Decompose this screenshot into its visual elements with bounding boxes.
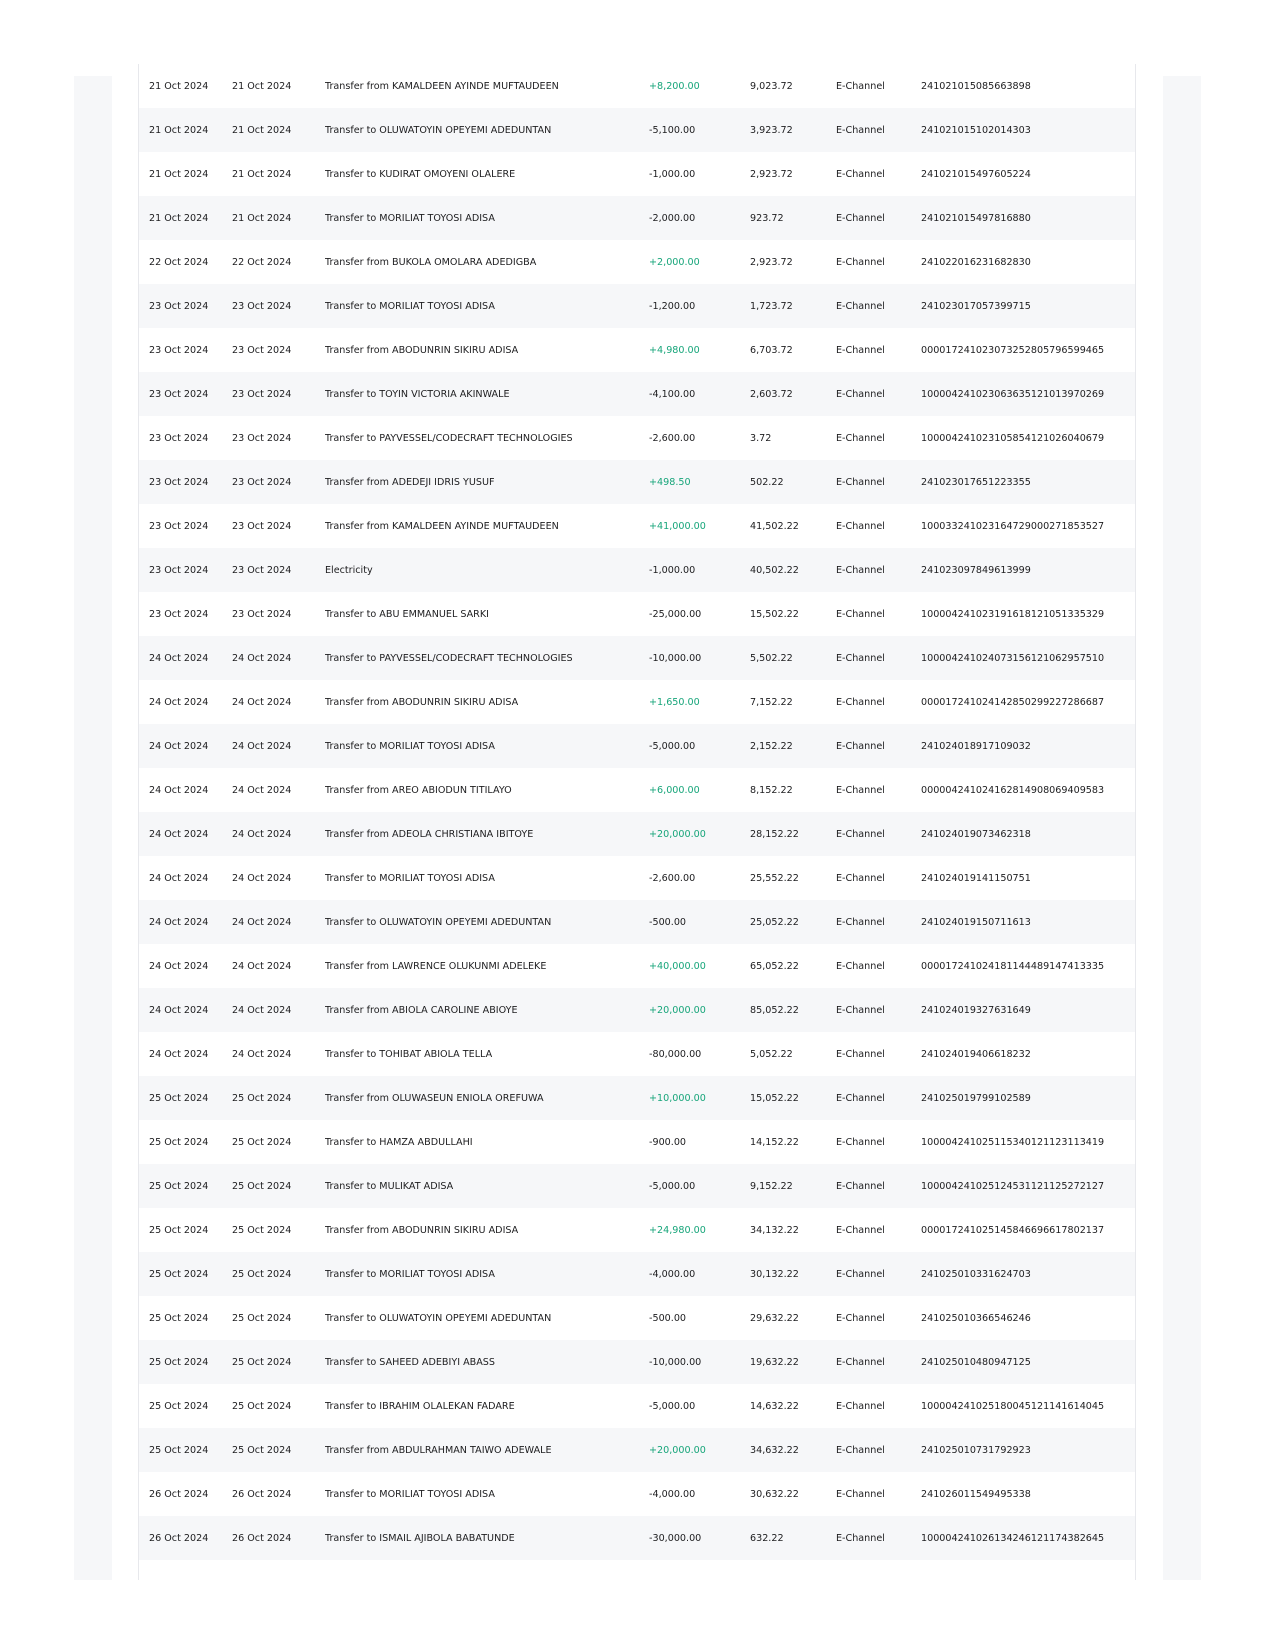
trans-date-cell: 23 Oct 2024 [139,548,232,592]
channel-cell: E-Channel [836,108,921,152]
channel-cell: E-Channel [836,256,885,268]
amount-cell: -5,100.00 [649,108,750,152]
channel-cell: E-Channel [836,608,885,620]
reference-cell: 241021015102014303 [921,108,1135,152]
balance-cell: 30,132.22 [750,1252,836,1296]
trans-date-cell: 24 Oct 2024 [149,872,209,884]
amount-cell: -80,000.00 [649,1048,702,1060]
table-row [139,196,1135,240]
description-cell: Transfer from ABODUNRIN SIKIRU ADISA [325,696,519,708]
balance-cell: 85,052.22 [750,988,836,1032]
value-date-cell: 24 Oct 2024 [232,1048,292,1060]
value-date-cell: 21 Oct 2024 [232,168,292,180]
balance-cell: 2,923.72 [750,256,793,268]
amount-cell: +40,000.00 [649,960,706,972]
trans-date-cell: 25 Oct 2024 [149,1224,209,1236]
balance-cell: 8,152.22 [750,784,793,796]
channel-cell: E-Channel [836,460,921,504]
table-row [139,1340,1135,1384]
description-cell: Transfer to MORILIAT TOYOSI ADISA [325,196,649,240]
reference-cell: 100004241025180045121141614045 [921,1400,1105,1412]
channel-cell: E-Channel [836,1516,921,1560]
description-cell: Transfer from KAMALDEEN AYINDE MUFTAUDEEN [325,520,559,532]
table-row [139,284,1135,328]
trans-date-cell: 24 Oct 2024 [139,812,232,856]
description-cell: Transfer from AREO ABIODUN TITILAYO [325,784,512,796]
trans-date-cell: 21 Oct 2024 [149,168,209,180]
table-row [139,108,1135,152]
reference-cell: 000017241023073252805796599465 [921,344,1105,356]
amount-cell: -500.00 [649,900,750,944]
amount-cell: +41,000.00 [649,520,706,532]
table-row [139,768,1135,812]
table-row [139,1208,1135,1252]
amount-cell: -900.00 [649,1136,687,1148]
description-cell: Transfer to TOYIN VICTORIA AKINWALE [325,372,649,416]
value-date-cell: 26 Oct 2024 [232,1516,325,1560]
trans-date-cell: 22 Oct 2024 [149,256,209,268]
value-date-cell: 23 Oct 2024 [232,344,292,356]
reference-cell: 241021015497816880 [921,196,1135,240]
description-cell: Transfer to OLUWATOYIN OPEYEMI ADEDUNTAN [325,108,649,152]
trans-date-cell: 24 Oct 2024 [139,988,232,1032]
reference-cell: 000017241024142850299227286687 [921,696,1105,708]
table-row [139,152,1135,196]
amount-cell: +24,980.00 [649,1224,706,1236]
reference-cell: 241024019141150751 [921,872,1031,884]
balance-cell: 3.72 [750,432,772,444]
channel-cell: E-Channel [836,168,885,180]
amount-cell: -5,000.00 [649,724,750,768]
value-date-cell: 21 Oct 2024 [232,196,325,240]
value-date-cell: 25 Oct 2024 [232,1136,292,1148]
value-date-cell: 24 Oct 2024 [232,960,292,972]
table-row [139,460,1135,504]
trans-date-cell: 23 Oct 2024 [139,460,232,504]
value-date-cell: 25 Oct 2024 [232,1428,325,1472]
trans-date-cell: 25 Oct 2024 [149,1136,209,1148]
description-cell: Transfer to TOHIBAT ABIOLA TELLA [325,1048,493,1060]
table-row [139,812,1135,856]
description-cell: Transfer to OLUWATOYIN OPEYEMI ADEDUNTAN [325,900,649,944]
reference-cell: 241025010366546246 [921,1312,1031,1324]
description-cell: Transfer to MORILIAT TOYOSI ADISA [325,1488,495,1500]
trans-date-cell: 21 Oct 2024 [139,108,232,152]
value-date-cell: 23 Oct 2024 [232,608,292,620]
reference-cell: 000017241025145846696617802137 [921,1224,1105,1236]
amount-cell: -4,000.00 [649,1252,750,1296]
value-date-cell: 24 Oct 2024 [232,812,325,856]
reference-cell: 241021015085663898 [921,80,1031,92]
description-cell: Transfer to OLUWATOYIN OPEYEMI ADEDUNTAN [325,1312,552,1324]
balance-cell: 9,152.22 [750,1164,836,1208]
value-date-cell: 23 Oct 2024 [232,432,292,444]
reference-cell: 241024018917109032 [921,724,1135,768]
table-row [139,1472,1135,1516]
channel-cell: E-Channel [836,1076,921,1120]
channel-cell: E-Channel [836,872,885,884]
description-cell: Transfer to MORILIAT TOYOSI ADISA [325,1252,649,1296]
trans-date-cell: 25 Oct 2024 [139,1164,232,1208]
value-date-cell: 23 Oct 2024 [232,372,325,416]
table-row [139,1428,1135,1472]
trans-date-cell: 23 Oct 2024 [149,608,209,620]
trans-date-cell: 23 Oct 2024 [139,372,232,416]
value-date-cell: 26 Oct 2024 [232,1488,292,1500]
balance-cell: 30,632.22 [750,1488,799,1500]
table-row [139,1252,1135,1296]
balance-cell: 65,052.22 [750,960,799,972]
table-row [139,1032,1135,1076]
amount-cell: -25,000.00 [649,608,702,620]
reference-cell: 241024019150711613 [921,900,1135,944]
trans-date-cell: 25 Oct 2024 [149,1312,209,1324]
table-row [139,1384,1135,1428]
channel-cell: E-Channel [836,724,921,768]
trans-date-cell: 24 Oct 2024 [149,960,209,972]
table-row [139,636,1135,680]
channel-cell: E-Channel [836,960,885,972]
balance-cell: 14,152.22 [750,1136,799,1148]
table-row [139,64,1135,108]
table-row [139,680,1135,724]
reference-cell: 241025010731792923 [921,1428,1135,1472]
amount-cell: +20,000.00 [649,812,750,856]
channel-cell: E-Channel [836,1340,921,1384]
balance-cell: 6,703.72 [750,344,793,356]
balance-cell: 5,052.22 [750,1048,793,1060]
channel-cell: E-Channel [836,900,921,944]
trans-date-cell: 25 Oct 2024 [139,1076,232,1120]
description-cell: Transfer from KAMALDEEN AYINDE MUFTAUDEEN [325,80,559,92]
balance-cell: 29,632.22 [750,1312,799,1324]
balance-cell: 34,632.22 [750,1428,836,1472]
value-date-cell: 25 Oct 2024 [232,1340,325,1384]
table-row [139,328,1135,372]
reference-cell: 241023017651223355 [921,460,1135,504]
channel-cell: E-Channel [836,696,885,708]
value-date-cell: 23 Oct 2024 [232,548,325,592]
transactions-body [139,64,1135,1560]
channel-cell: E-Channel [836,432,885,444]
reference-cell: 000004241024162814908069409583 [921,784,1105,796]
channel-cell: E-Channel [836,636,921,680]
value-date-cell: 25 Oct 2024 [232,1252,325,1296]
table-row [139,592,1135,636]
value-date-cell: 21 Oct 2024 [232,80,292,92]
trans-date-cell: 26 Oct 2024 [149,1488,209,1500]
description-cell: Transfer from ABDULRAHMAN TAIWO ADEWALE [325,1428,649,1472]
value-date-cell: 23 Oct 2024 [232,460,325,504]
amount-cell: +2,000.00 [649,256,700,268]
reference-cell: 241022016231682830 [921,256,1031,268]
trans-date-cell: 24 Oct 2024 [149,696,209,708]
channel-cell: E-Channel [836,784,885,796]
balance-cell: 15,502.22 [750,608,799,620]
amount-cell: -10,000.00 [649,1340,750,1384]
reference-cell: 241025010331624703 [921,1252,1135,1296]
amount-cell: -10,000.00 [649,636,750,680]
amount-cell: +10,000.00 [649,1076,750,1120]
trans-date-cell: 21 Oct 2024 [149,80,209,92]
balance-cell: 34,132.22 [750,1224,799,1236]
description-cell: Transfer from ADEDEJI IDRIS YUSUF [325,460,649,504]
value-date-cell: 25 Oct 2024 [232,1076,325,1120]
table-row [139,1076,1135,1120]
transactions-table [139,64,1135,1560]
channel-cell: E-Channel [836,1312,885,1324]
trans-date-cell: 26 Oct 2024 [139,1516,232,1560]
table-row [139,944,1135,988]
amount-cell: -1,000.00 [649,548,750,592]
value-date-cell: 24 Oct 2024 [232,872,292,884]
amount-cell: -2,600.00 [649,432,696,444]
reference-cell: 241026011549495338 [921,1488,1031,1500]
balance-cell: 1,723.72 [750,284,836,328]
amount-cell: -30,000.00 [649,1516,750,1560]
balance-cell: 15,052.22 [750,1076,836,1120]
description-cell: Transfer to SAHEED ADEBIYI ABASS [325,1340,649,1384]
trans-date-cell: 24 Oct 2024 [149,784,209,796]
table-row [139,900,1135,944]
table-row [139,1164,1135,1208]
description-cell: Transfer to ABU EMMANUEL SARKI [325,608,489,620]
balance-cell: 2,603.72 [750,372,836,416]
reference-cell: 241021015497605224 [921,168,1031,180]
value-date-cell: 22 Oct 2024 [232,256,292,268]
description-cell: Transfer from OLUWASEUN ENIOLA OREFUWA [325,1076,649,1120]
reference-cell: 100004241025124531121125272127 [921,1164,1135,1208]
balance-cell: 9,023.72 [750,80,793,92]
description-cell: Transfer to PAYVESSEL/CODECRAFT TECHNOLOGIES [325,432,573,444]
channel-cell: E-Channel [836,812,921,856]
reference-cell: 241024019406618232 [921,1048,1031,1060]
description-cell: Transfer to MORILIAT TOYOSI ADISA [325,724,649,768]
trans-date-cell: 23 Oct 2024 [149,344,209,356]
amount-cell: -5,000.00 [649,1164,750,1208]
reference-cell: 241025010480947125 [921,1340,1135,1384]
channel-cell: E-Channel [836,284,921,328]
trans-date-cell: 23 Oct 2024 [149,520,209,532]
trans-date-cell: 25 Oct 2024 [139,1428,232,1472]
value-date-cell: 25 Oct 2024 [232,1224,292,1236]
description-cell: Transfer to IBRAHIM OLALEKAN FADARE [325,1400,515,1412]
value-date-cell: 21 Oct 2024 [232,108,325,152]
channel-cell: E-Channel [836,548,921,592]
balance-cell: 632.22 [750,1516,836,1560]
description-cell: Transfer to MORILIAT TOYOSI ADISA [325,284,649,328]
amount-cell: -2,600.00 [649,872,696,884]
trans-date-cell: 24 Oct 2024 [149,1048,209,1060]
statement-card [138,64,1136,1580]
value-date-cell: 25 Oct 2024 [232,1312,292,1324]
amount-cell: +1,650.00 [649,696,700,708]
description-cell: Transfer to HAMZA ABDULLAHI [325,1136,473,1148]
table-row [139,988,1135,1032]
trans-date-cell: 24 Oct 2024 [139,900,232,944]
reference-cell: 241025019799102589 [921,1076,1135,1120]
amount-cell: -2,000.00 [649,196,750,240]
value-date-cell: 24 Oct 2024 [232,988,325,1032]
balance-cell: 2,923.72 [750,168,793,180]
channel-cell: E-Channel [836,196,921,240]
balance-cell: 7,152.22 [750,696,793,708]
reference-cell: 241024019327631649 [921,988,1135,1032]
balance-cell: 14,632.22 [750,1400,799,1412]
reference-cell: 100004241023063635121013970269 [921,372,1135,416]
amount-cell: -500.00 [649,1312,687,1324]
value-date-cell: 24 Oct 2024 [232,696,292,708]
value-date-cell: 24 Oct 2024 [232,724,325,768]
reference-cell: 100033241023164729000271853527 [921,520,1105,532]
description-cell: Transfer from LAWRENCE OLUKUNMI ADELEKE [325,960,547,972]
channel-cell: E-Channel [836,1164,921,1208]
description-cell: Transfer to PAYVESSEL/CODECRAFT TECHNOLOGIES [325,636,649,680]
reference-cell: 100004241023191618121051335329 [921,608,1105,620]
amount-cell: -1,200.00 [649,284,750,328]
description-cell: Transfer to MULIKAT ADISA [325,1164,649,1208]
description-cell: Transfer to MORILIAT TOYOSI ADISA [325,872,495,884]
reference-cell: 100004241025115340121123113419 [921,1136,1105,1148]
value-date-cell: 25 Oct 2024 [232,1400,292,1412]
value-date-cell: 25 Oct 2024 [232,1164,325,1208]
description-cell: Transfer from BUKOLA OMOLARA ADEDIGBA [325,256,537,268]
table-row [139,416,1135,460]
table-row [139,504,1135,548]
balance-cell: 41,502.22 [750,520,799,532]
balance-cell: 19,632.22 [750,1340,836,1384]
channel-cell: E-Channel [836,372,921,416]
value-date-cell: 24 Oct 2024 [232,900,325,944]
description-cell: Transfer from ABODUNRIN SIKIRU ADISA [325,1224,519,1236]
value-date-cell: 23 Oct 2024 [232,284,325,328]
description-cell: Transfer to ISMAIL AJIBOLA BABATUNDE [325,1516,649,1560]
table-row [139,240,1135,284]
balance-cell: 25,052.22 [750,900,836,944]
trans-date-cell: 25 Oct 2024 [139,1340,232,1384]
channel-cell: E-Channel [836,1224,885,1236]
amount-cell: -4,100.00 [649,372,750,416]
reference-cell: 100004241024073156121062957510 [921,636,1135,680]
channel-cell: E-Channel [836,1048,885,1060]
table-row [139,372,1135,416]
value-date-cell: 23 Oct 2024 [232,520,292,532]
table-row [139,1296,1135,1340]
amount-cell: +20,000.00 [649,1428,750,1472]
amount-cell: +20,000.00 [649,988,750,1032]
balance-cell: 28,152.22 [750,812,836,856]
amount-cell: +8,200.00 [649,80,700,92]
trans-date-cell: 23 Oct 2024 [149,432,209,444]
trans-date-cell: 25 Oct 2024 [149,1400,209,1412]
amount-cell: +4,980.00 [649,344,700,356]
balance-cell: 2,152.22 [750,724,836,768]
description-cell: Transfer to KUDIRAT OMOYENI OLALERE [325,168,516,180]
channel-cell: E-Channel [836,1252,921,1296]
description-cell: Transfer from ADEOLA CHRISTIANA IBITOYE [325,812,649,856]
balance-cell: 502.22 [750,460,836,504]
table-row [139,856,1135,900]
amount-cell: -4,000.00 [649,1488,696,1500]
balance-cell: 25,552.22 [750,872,799,884]
channel-cell: E-Channel [836,1400,885,1412]
value-date-cell: 24 Oct 2024 [232,636,325,680]
description-cell: Transfer from ABIOLA CAROLINE ABIOYE [325,988,649,1032]
balance-cell: 40,502.22 [750,548,836,592]
table-row [139,1516,1135,1560]
reference-cell: 100004241026134246121174382645 [921,1516,1135,1560]
channel-cell: E-Channel [836,1488,885,1500]
amount-cell: +498.50 [649,460,750,504]
balance-cell: 3,923.72 [750,108,836,152]
table-row [139,724,1135,768]
channel-cell: E-Channel [836,1428,921,1472]
description-cell: Transfer from ABODUNRIN SIKIRU ADISA [325,344,519,356]
table-row [139,1120,1135,1164]
amount-cell: -5,000.00 [649,1400,696,1412]
balance-cell: 5,502.22 [750,636,836,680]
value-date-cell: 24 Oct 2024 [232,784,292,796]
channel-cell: E-Channel [836,520,885,532]
channel-cell: E-Channel [836,80,885,92]
trans-date-cell: 24 Oct 2024 [139,724,232,768]
trans-date-cell: 21 Oct 2024 [139,196,232,240]
trans-date-cell: 23 Oct 2024 [139,284,232,328]
trans-date-cell: 24 Oct 2024 [139,636,232,680]
reference-cell: 000017241024181144489147413335 [921,960,1105,972]
channel-cell: E-Channel [836,344,885,356]
balance-cell: 923.72 [750,196,836,240]
reference-cell: 241024019073462318 [921,812,1135,856]
reference-cell: 100004241023105854121026040679 [921,432,1105,444]
trans-date-cell: 25 Oct 2024 [139,1252,232,1296]
amount-cell: +6,000.00 [649,784,700,796]
reference-cell: 241023017057399715 [921,284,1135,328]
channel-cell: E-Channel [836,988,921,1032]
table-row [139,548,1135,592]
amount-cell: -1,000.00 [649,168,696,180]
reference-cell: 241023097849613999 [921,548,1135,592]
channel-cell: E-Channel [836,1136,885,1148]
description-cell: Electricity [325,548,649,592]
